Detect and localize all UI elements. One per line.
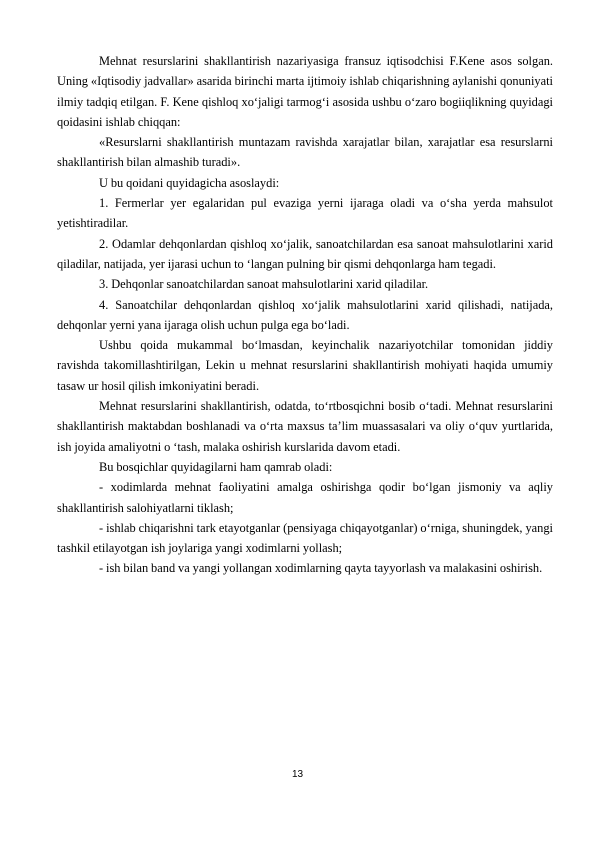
paragraph-quote: «Resurslarni shakllantirish muntazam ravishda xarajatlar bilan, xarajatlar esa resurslarni shakllantirish bilan almashib turadi». [57,135,553,170]
bullet-item-2: - ishlab chiqarishni tark etayotganlar (pensiyaga chiqayotganlar) o‘rniga, shuningdek, yangi tashkil etilayotgan ish joylariga yangi xodimlarni yollash; [57,520,553,556]
bullet-item-1: - xodimlarda mehnat faoliyatini amalga oshirishga qodir bo‘lgan jismoniy va aqliy shakllantirish salohiyatlarni tiklash; [57,480,553,515]
document-body [57,51,553,579]
paragraph-intro: Mehnat resurslarini shakllantirish nazariyasiga fransuz iqtisodchisi F.Kene asos solgan. Uning «Iqtisodiy jadvallar» asarida birinchi marta ijtimoiy ishlab chiqarishning aylanishi qonuniyati ilmiy tadqiq etilgan. F. Kene qishloq xo‘jaligi tarmog‘i asosida ushbu o‘zaro bogiiqlikning quyidagi qoidasini ishlab chiqqan: [57,54,553,129]
paragraph-assessment: Ushbu qoida mukammal bo‘lmasdan, keyinchalik nazariyotchilar tomonidan jiddiy ravishda takomillashtirilgan, Lekin u mehnat resurslarini shakllantirish mohiyati haqida umumiy tasaw ur hosil qilish imkoniyatini beradi. [57,338,553,393]
paragraph-stages: Mehnat resurslarini shakllantirish, odatda, to‘rtbosqichni bosib o‘tadi. Mehnat resurslarini shakllantirish maktabdan boshlanadi va o‘rta maxsus ta’lim muassasalari va oliy o‘quv yurtlarida, ish joyida amaliyotni o ‘tash, malaka oshirish kurslarida davom etadi. [57,399,553,454]
list-item-2: 2. Odamlar dehqonlardan qishloq xo‘jalik, sanoatchilardan esa sanoat mahsulotlarini xarid qiladilar, natijada, yer ijarasi uchun to ‘langan pulning bir qismi dehqonlarga ham tegadi. [57,236,553,271]
list-item-1: 1. Fermerlar yer egalaridan pul evaziga yerni ijaraga oladi va o‘sha yerda mahsulot yetishtiradilar. [57,196,553,231]
paragraph-rule-lead: U bu qoidani quyidagicha asoslaydi: [99,175,280,190]
bullet-item-3: - ish bilan band va yangi yollangan xodimlarning qayta tayyorlash va malakasini oshirish. [99,561,543,576]
paragraph-stages-lead: Bu bosqichlar quyidagilarni ham qamrab oladi: [99,459,333,474]
page-number: 13 [291,769,304,780]
list-item-3: 3. Dehqonlar sanoatchilardan sanoat mahsulotlarini xarid qiladilar. [99,277,429,292]
list-item-4: 4. Sanoatchilar dehqonlardan qishloq xo‘jalik mahsulotlarini xarid qilishadi, natijada, dehqonlar yerni yana ijaraga olish uchun pulga ega bo‘ladi. [57,297,553,332]
